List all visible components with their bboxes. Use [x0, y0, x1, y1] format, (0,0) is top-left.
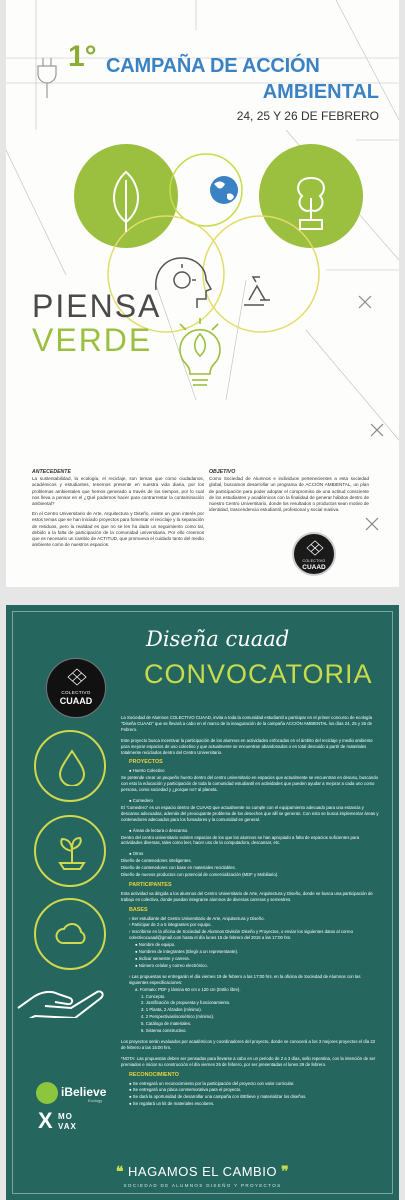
diamond-pattern-icon [67, 668, 87, 686]
bases-subitem-members: ● Nombres de integrantes (Elegir a un representante). [135, 949, 239, 955]
convocatoria-body [121, 715, 379, 1108]
bases-req-5: 5. Catálogo de materiales. [141, 1021, 192, 1027]
reconocimiento-item-4: ● Se regalará un kit de materiales escolares. [129, 1101, 215, 1107]
bases-item-2: › Participar de 2 a 5 integrantes por equipo. [129, 922, 212, 928]
bases-req-3: 3. 1 Planta, 2 Alzados (mínimo). [141, 1007, 202, 1013]
ibelieve-name: iBelieve [61, 1085, 107, 1099]
bases-item-4: › Las propuestas se entregarán el día viernes 19 de febrero a las 17:00 hrs. en la oficina de Sociedad de Alumnos con las siguientes especificaciones: [129, 973, 361, 985]
colectivo-cuaad-logo [46, 658, 106, 718]
antecedente-section [32, 469, 204, 552]
campaign-poster [6, 0, 399, 587]
reconocimiento-item-1: ● Se entregará un reconocimiento por la participación del proyecto con valor curricular. [129, 1080, 295, 1086]
logo-big-text: CUAAD [302, 564, 326, 571]
colectivo-cuaad-logo [292, 532, 336, 576]
antecedente-paragraph-2: En el Centro Universitario de Arte, Arquitectura y Diseño, existe un gran interés por estos temas que se han iniciado proyectos para fomentar el reciclaje y la separación de residuos, pero la realidad es que no se les ha dado un seguimiento como tal, debido a la falta de participación de la comunidad universitaria. Por ello creemos que es necesario un cambio de ACTITUD, que promueva el cuidado tanto del medio ambiente como de nuestros espacios. [32, 511, 204, 548]
bases-subitem-contact: ● Número celular y correo electrónico. [135, 962, 208, 968]
bases-req-6: 6. Sistema constructivo. [141, 1028, 187, 1034]
intro-paragraph-2: Este proyecto busca incentivar la participación de los alumnos en actividades enfocadas en el ámbito del reciclaje y medio ambiente para mejorar espacios de uso colectivo y que actualmente se encuentran abandonados o en total descuido a partir de materiales totalmente reciclados dentro del Centro Universitario. [121, 737, 373, 755]
movax-mark: X [38, 1108, 53, 1133]
bases-format: a. Formato: PDF y lámina 60 cm x 120 cm (Estilo libre). [135, 986, 241, 992]
ibelieve-mark-icon [36, 1082, 58, 1104]
slogan-verde: VERDE [32, 322, 153, 358]
diamond-pattern-icon [306, 540, 324, 556]
objetivo-heading: OBJETIVO [209, 469, 236, 475]
otros-text-3: Diseño de nuevos productos con potencial de comercialización (MDF y Mobiliario). [121, 872, 279, 878]
water-drop-circle [34, 730, 106, 802]
slogan-text: HAGAMOS EL CAMBIO [128, 1164, 277, 1179]
bases-item-1: › Ser estudiante del Centro Universitario de Arte, Arquitectura y Diseño. [129, 915, 265, 921]
logo-big-text: CUAAD [59, 696, 93, 706]
nota-text: *NOTA: Las propuestas deben ser pensadas para llevarse a cabo en un periodo de 2 a 3 días, sello repentina, con la intención de ser premiados e iniciar su construcción el día viernes 26 de febrero, por ser presentadas el lunes 29 de febrero. [121, 1055, 376, 1067]
reconocimiento-item-2: ● Se entregará una placa conmemorativa para el proyecto. [129, 1087, 242, 1093]
convocatoria-title: CONVOCATORIA [144, 659, 373, 689]
bases-item-3: › Inscribirse en la oficina de Sociedad de Alumnos División Diseño y Proyectos, o enviar los siguientes datos al correo colectivocuaad@gmail.com hasta el día lunes 15 de febrero del 2016 a las 17:00 hrs. [129, 929, 354, 941]
campaign-title-line2: AMBIENTAL [262, 81, 379, 103]
ibelieve-tagline: Ecology [88, 1098, 103, 1103]
hand-icon [16, 958, 106, 1018]
script-title: Diseña cuaad [146, 627, 290, 651]
reconocimiento-heading: RECONOCIMIENTO [129, 1071, 179, 1078]
otros-text-1: Diseño de contenedores inteligentes. [121, 858, 192, 864]
objetivo-section [209, 469, 369, 517]
bases-heading: BASES [129, 906, 148, 913]
antecedente-paragraph-1: La sustentabilidad, la ecología, el reciclaje, son temas que como ciudadanos, académicos y estudiantes, tenemos presente en nuestra vida diaria, por los problemas ambientales que hemos generado a través de los tiempos, por lo cual nos lleva a pensar en el ¿Qué podemos hacer para contrarrestar la contaminación ambiental? [32, 476, 204, 507]
recycle-icon [244, 277, 270, 305]
water-drop-icon [54, 748, 90, 786]
antecedente-heading: ANTECEDENTE [32, 469, 71, 475]
comedor-text: El "comedero" es un espacio dentro de CUAAD que actualmente no cumple con el equipamiento adecuado para una estancia y descanso adecuadas, además del preocupante problema de los desechos que allí se generan. Con esto se busca implementar áreas y contenedores adecuados para los fumadores y la comunidad en general. [121, 804, 379, 822]
campaign-title-line1: CAMPAÑA DE ACCIÓN [106, 55, 320, 77]
comedor-item: ● Comedero [129, 797, 153, 803]
bases-subitem-team: ● Nombre de equipo. [135, 942, 176, 948]
bases-subitem-semester: ● Indicar semestre y carrera. [135, 956, 190, 961]
campaign-dates: 24, 25 Y 26 DE FEBRERO [236, 109, 379, 123]
logo-small-text: COLECTIVO [302, 559, 326, 563]
areas-text: Dentro del centro universitario existen espacios de los que los alumnos se han apropiado a falta de espacios suficientes para actividades diversas, tales como leer, hacer uso de la computadora, descansar, etc. [121, 834, 360, 846]
open-quote-icon: ❝ [115, 1163, 124, 1179]
areas-item: ● Áreas de lectura o descanso. [129, 827, 189, 833]
movax-line1: MO [58, 1112, 73, 1121]
intro-paragraph-1: La Sociedad de Alumnos COLECTIVO CUAAD, invita a toda la comunidad estudiantil a participar en el primer concurso de ecología "Diseña CUAAD" que se llevará a cabo en el marco de la inauguración de la campaña ACCIÓN AMBIENTAL los días 24, 25 y 26 de Febrero. [121, 715, 373, 732]
society-name: SOCIEDAD DE ALUMNOS DISEÑO Y PROYECTOS [123, 1183, 282, 1188]
otros-text-2: Diseño de contenedores con base en materiales reciclables. [121, 865, 236, 871]
reconocimiento-item-3: ● Se dará la oportunidad de desarrollar una campaña con iBElieve y materializar los diseños. [129, 1094, 307, 1100]
globe-icon [210, 176, 238, 204]
logo-small-text: COLECTIVO [61, 690, 91, 695]
huerto-text: Se pretende crear un pequeño huerto dentro del centro universitario en espacios que actualmente se encuentran en desuso, buscando con esto la educación y participación de toda la comunidad estudiantil en actividades que pueden ayudar a mejorar a cada uno como persona, como sociedad y ¿porque no? al planeta. [121, 775, 379, 793]
participantes-text: Esta actividad va dirigida a los alumnos del Centro Universitario de Arte, Arquitectura y Diseño, donde se busca una participación de trabajo en colectivo, donde puedan integrarse alumnos de diversas carreras y semestres. [121, 890, 373, 902]
edition-number: 1° [68, 40, 97, 73]
objetivo-paragraph: Como Sociedad de Alumnos e individuos pertenecientes a esta sociedad global, buscamos desarrollar un programa de ACCIÓN AMBIENTAL, un plan de participación para poder adoptar el compromiso de una actitud consciente de los estudiantes y académicos con la finalidad de generar hábitos dentro de nuestro Centro Universitario, donde los resultados o productos sean motivo de identidad, trascendencia estudiantil, profesional y social masiva. [209, 476, 369, 513]
bases-req-1: 1. Concepto. [141, 993, 166, 999]
movax-sponsor-logo [38, 1110, 98, 1140]
huerto-item: ● Huerto Colectivo [129, 768, 165, 774]
convocatoria-poster [6, 605, 399, 1200]
bases-req-2: 2. Justificación de propuesta y funcionamiento. [141, 1000, 231, 1006]
bases-evaluation: Los proyectos serán evaluados por académicos y coordinadores del proyecto, donde se conocerá a los 3 mejores proyectos el día 22 de febrero a las 15:00 hrs. [121, 1038, 376, 1050]
thinking-head-icon [156, 258, 211, 308]
slogan-piensa: PIENSA [32, 288, 162, 324]
close-quote-icon: ❞ [281, 1163, 290, 1179]
ibelieve-sponsor-logo [36, 1080, 116, 1110]
otros-item: ● Otros [129, 851, 144, 857]
closing-slogan [6, 1163, 399, 1180]
proyectos-heading: PROYECTOS [129, 759, 163, 766]
sprout-icon [54, 833, 90, 871]
cloud-icon [54, 916, 90, 954]
bases-req-4: 4. 2 Perspectivas/isométrico (mínimo). [141, 1014, 215, 1020]
movax-line2: VAX [58, 1122, 77, 1131]
participantes-heading: PARTICIPANTES [129, 881, 172, 888]
sprout-circle [34, 815, 106, 887]
